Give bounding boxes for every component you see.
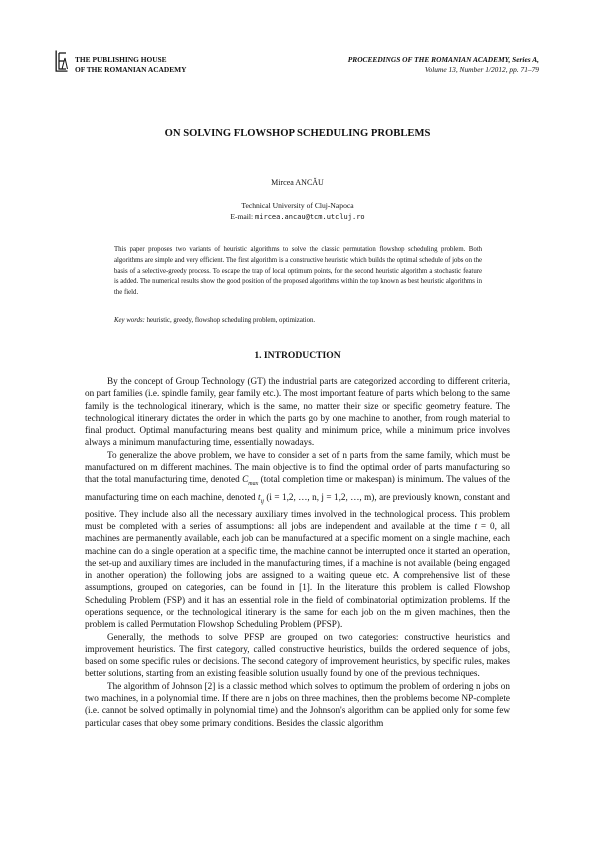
keywords: heuristic, greedy, flowshop scheduling problem, optimization. [144,317,316,324]
paragraph-2-part-b: (total completion time or makespan) is minimum. The values of the manufacturing time on each machine, denoted [85,474,510,502]
affiliation: Technical University of Cluj-Napoca [241,201,354,210]
paragraph-4: The algorithm of Johnson [2] is a classic method which solves to optimum the problem of ordering n jobs on two machines, in a polynomial time. If there are n jobs on three machines, then the problems become NP-complete (i.e. cannot be solved optimally in polynomial time) and the Johnson's algorithm can be applied only for some few particular cases that obey some primary conditions. Besides the classic algorithm [85,680,510,728]
journal-info [348,55,539,75]
email-line [0,211,595,223]
publisher-line-2: OF THE ROMANIAN ACADEMY [75,65,187,74]
tij-symbol: t [258,491,261,502]
journal-volume: Volume 13, Number 1/2012, pp. 71–79 [424,65,539,74]
academy-logo [55,50,68,72]
paper-title: ON SOLVING FLOWSHOP SCHEDULING PROBLEMS [164,128,431,139]
section-heading: 1. INTRODUCTION [254,350,341,361]
email-label: E-mail: [230,212,256,221]
keywords-line [114,316,482,326]
email-address[interactable]: mircea.ancau@tcm.utcluj.ro [255,213,365,221]
t-symbol: t [474,520,478,531]
cmax-subscript: max [248,481,259,488]
paragraph-2-part-c: (i = 1,2, …, n, j = 1,2, …, m), are previously known, constant and positive. They include also all the necessary auxiliary times involved in the technological process. This problem must be completed with a series of assumptions: all jobs are independent and available at the time [85,491,510,531]
tij-subscript: ij [260,498,264,505]
abstract: This paper proposes two variants of heuristic algorithms to solve the classic permutation flowshop scheduling problem. Both algorithms are simple and very efficient. The first algorithm is a constructive heuristic which builds the optimal schedule of jobs on the basis of a selective-greedy process. To escape the trap of local optimum points, for the second heuristic algorithm a stochastic feature is added. The numerical results show the good position of the proposed algorithms within the top known as best heuristic algorithms in the field. [114,246,482,297]
publisher-line-1: THE PUBLISHING HOUSE [75,55,167,64]
paragraph-2 [85,449,510,631]
paragraph-1: By the concept of Group Technology (GT) the industrial parts are categorized according to different criteria, on part families (i.e. spindle family, gear family etc.). The most important feature of parts which belong to the same family is the technological itinerary, which is the same, no matter their size or specific geometry feature. The technological itinerary dictates the order in which the parts go by one machine to another, from rough material to final product. Optimal manufacturing means best quality and minimum price, while a minimum price involves always a minimum manufacturing time, essentially nowadays. [85,376,510,448]
paragraph-2-part-a: To generalize the above problem, we have to consider a set of n parts from the same family, which must be manufactured on m different machines. The main objective is to find the optimal order of parts manufacturing so that the total manufacturing time, denoted [85,449,510,485]
publisher-name [75,55,186,75]
paragraph-3: Generally, the methods to solve PFSP are grouped on two categories: constructive heuristics and improvement heuristics. The first category, called constructive heuristics, builds the ordered sequence of jobs, based on some specific rules or decisions. The second category of improvement heuristics, by specific rules, makes better solutions, starting from an existing feasible solution usually found by one of the previous techniques. [85,631,510,679]
cmax-symbol: C [242,474,249,485]
journal-title: PROCEEDINGS OF THE ROMANIAN ACADEMY, Series A, [347,55,539,64]
paragraph-2-part-d: = 0, all machines are permanently available, each job can be manufactured at a specific moment on a single machine, each machine can do a single operation at a specific time, the machine cannot be interrupted once it started an operation, the set-up and auxiliary times are included in the manufacturing times, if a machine is not available (being engaged in another operation) the following jobs are assigned to a waiting queue etc. A comprehensive list of these assumptions, grouped on categories, can be found in [1]. In the literature this problem is called Flowshop Scheduling Problem (FSP) and it has an essential role in the field of combinatorial optimization problems. If the operations sequence, or the technological itinerary is the same for each job on the m given machines, then the problem is called Permutation Flowshop Scheduling Problem (PFSP). [85,520,510,630]
affiliation-block [0,200,595,223]
author-name: Mircea ANCĂU [271,178,324,187]
keywords-label: Key words: [114,317,145,324]
body-text [85,375,510,729]
